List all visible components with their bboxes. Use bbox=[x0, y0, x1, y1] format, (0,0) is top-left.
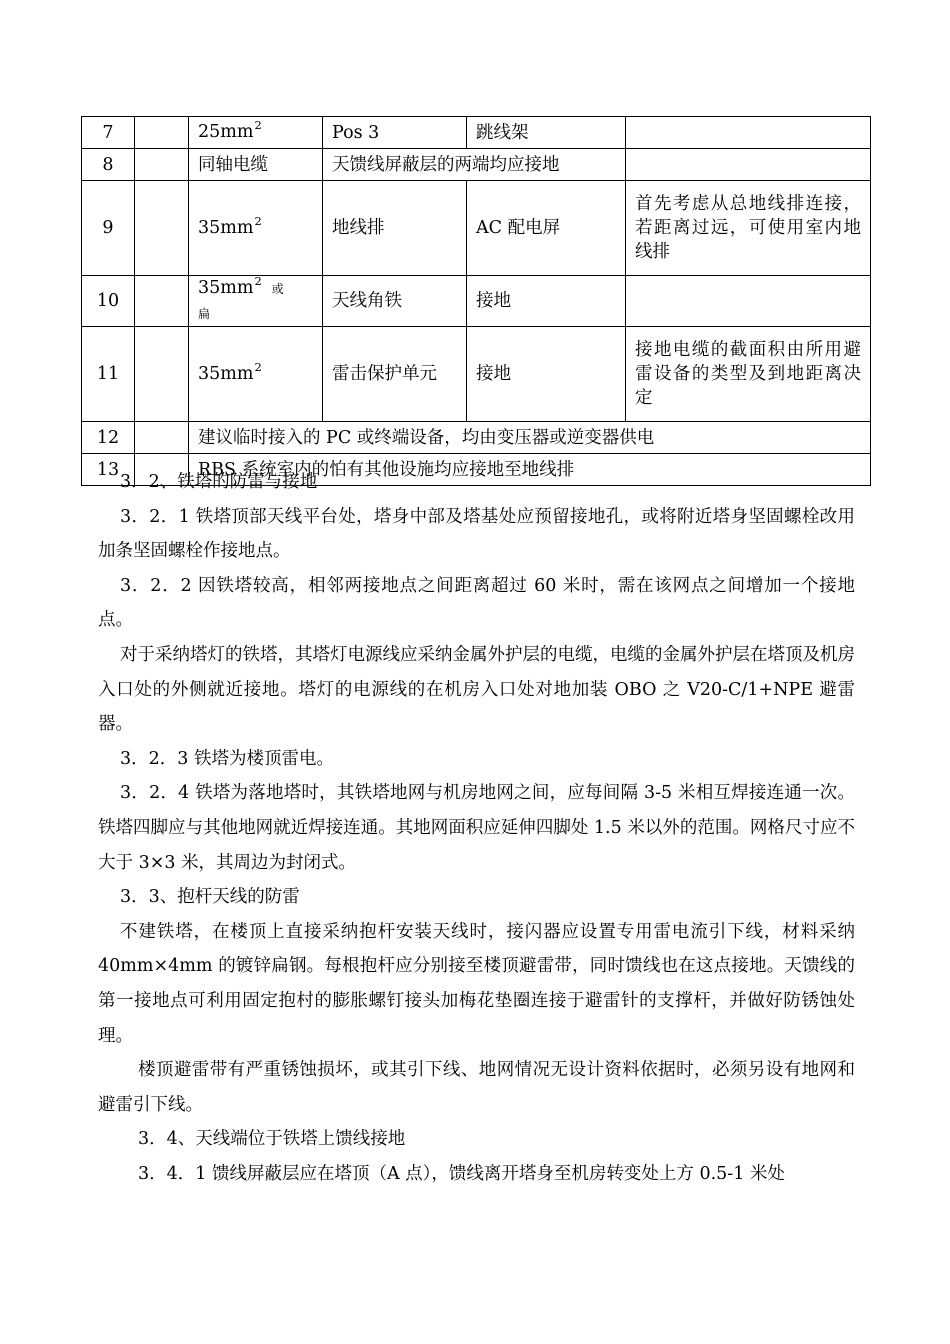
description-cell: 建议临时接入的 PC 或终端设备，均由变压器或逆变器供电 bbox=[189, 422, 871, 454]
empty-cell bbox=[135, 422, 189, 454]
row-number: 8 bbox=[82, 149, 135, 181]
paragraph-3-2-2: 3．2．2 因铁塔较高，相邻两接地点之间距离超过 60 米时，需在该网点之间增加一个接地点。 bbox=[98, 575, 855, 631]
row-number: 13 bbox=[82, 454, 135, 486]
to-cell: AC 配电屏 bbox=[467, 181, 626, 276]
row-number: 7 bbox=[82, 117, 135, 149]
section-heading-3-3: 3．3、抱杆天线的防雷 bbox=[120, 887, 300, 908]
empty-cell bbox=[135, 117, 189, 149]
empty-cell bbox=[135, 276, 189, 327]
paragraph-3-4-1: 3．4．1 馈线屏蔽层应在塔顶（A 点），馈线离开塔身至机房转变处上方 0.5-1 米处 bbox=[138, 1163, 785, 1184]
to-cell: 跳线架 bbox=[467, 117, 626, 149]
body-text bbox=[98, 465, 855, 1191]
note-cell: 首先考虑从总地线排连接，若距离过远，可使用室内地线排 bbox=[626, 181, 871, 276]
paragraph-3-2-3: 3．2．3 铁塔为楼顶雷电。 bbox=[120, 748, 334, 769]
description-cell: RBS 系统室内的怕有其他设施均应接地至地线排 bbox=[189, 454, 871, 486]
grounding-spec-table bbox=[81, 116, 871, 486]
from-cell: 天线角铁 bbox=[323, 276, 467, 327]
table-row bbox=[82, 181, 871, 276]
paragraph-tower-lamp: 对于采纳塔灯的铁塔，其塔灯电源线应采纳金属外护层的电缆，电缆的金属外护层在塔顶及机房入口处的外侧就近接地。塔灯的电源线的在机房入口处对地加装 OBO 之 V20-C/1+NPE 避雷器。 bbox=[98, 644, 855, 735]
empty-cell bbox=[135, 327, 189, 422]
section-heading-3-2: 3．2、铁塔的防雷与接地 bbox=[120, 472, 318, 492]
from-cell: 雷击保护单元 bbox=[323, 327, 467, 422]
paragraph-3-2-1: 3．2．1 铁塔顶部天线平台处，塔身中部及塔基处应预留接地孔，或将附近塔身坚固螺栓改用加条坚固螺栓作接地点。 bbox=[98, 506, 855, 562]
description-cell: 天馈线屏蔽层的两端均应接地 bbox=[323, 149, 626, 181]
cable-type-cell: 同轴电缆 bbox=[189, 149, 323, 181]
table-row bbox=[82, 422, 871, 454]
table-row bbox=[82, 149, 871, 181]
to-cell: 接地 bbox=[467, 327, 626, 422]
note-cell bbox=[626, 117, 871, 149]
row-number: 11 bbox=[82, 327, 135, 422]
note-cell: 接地电缆的截面积由所用避雷设备的类型及到地距离决定 bbox=[626, 327, 871, 422]
from-cell: Pos 3 bbox=[323, 117, 467, 149]
table-row bbox=[82, 327, 871, 422]
table-row bbox=[82, 117, 871, 149]
from-cell: 地线排 bbox=[323, 181, 467, 276]
table-row bbox=[82, 276, 871, 327]
paragraph-3-2-4: 3．2．4 铁塔为落地塔时，其铁塔地网与机房地网之间，应每间隔 3-5 米相互焊接连通一次。铁塔四脚应与其他地网就近焊接连通。其地网面积应延伸四脚处 1.5 米以外的范围。网格尺寸应不大于 3×3 米，其周边为封闭式。 bbox=[98, 783, 855, 873]
cable-size-cell: $35mm^2$或 扁 bbox=[189, 276, 323, 327]
empty-cell bbox=[135, 149, 189, 181]
paragraph-pole-antenna: 不建铁塔，在楼顶上直接采纳抱杆安装天线时，接闪器应设置专用雷电流引下线，材料采纳 40mm×4mm 的镀锌扁钢。每根抱杆应分别接至楼顶避雷带，同时馈线也在这点接地。天馈线的第一接地点可利用固定抱村的膨胀螺钉接头加梅花垫圈连接于避雷针的支撑杆，并做好防锈蚀处理。 bbox=[98, 921, 855, 1046]
row-number: 12 bbox=[82, 422, 135, 454]
row-number: 10 bbox=[82, 276, 135, 327]
row-number: 9 bbox=[82, 181, 135, 276]
paragraph-roof-belt: 楼顶避雷带有严重锈蚀损坏，或其引下线、地网情况无设计资料依据时，必须另设有地网和避雷引下线。 bbox=[98, 1060, 855, 1115]
empty-cell bbox=[135, 181, 189, 276]
cable-size-cell: $35mm^2$ bbox=[189, 181, 323, 276]
to-cell: 接地 bbox=[467, 276, 626, 327]
empty-cell bbox=[626, 149, 871, 181]
note-cell bbox=[626, 276, 871, 327]
cable-size-cell: $35mm^2$ bbox=[189, 327, 323, 422]
cable-size-cell: $25mm^2$ bbox=[189, 117, 323, 149]
section-heading-3-4: 3．4、天线端位于铁塔上馈线接地 bbox=[138, 1129, 406, 1150]
